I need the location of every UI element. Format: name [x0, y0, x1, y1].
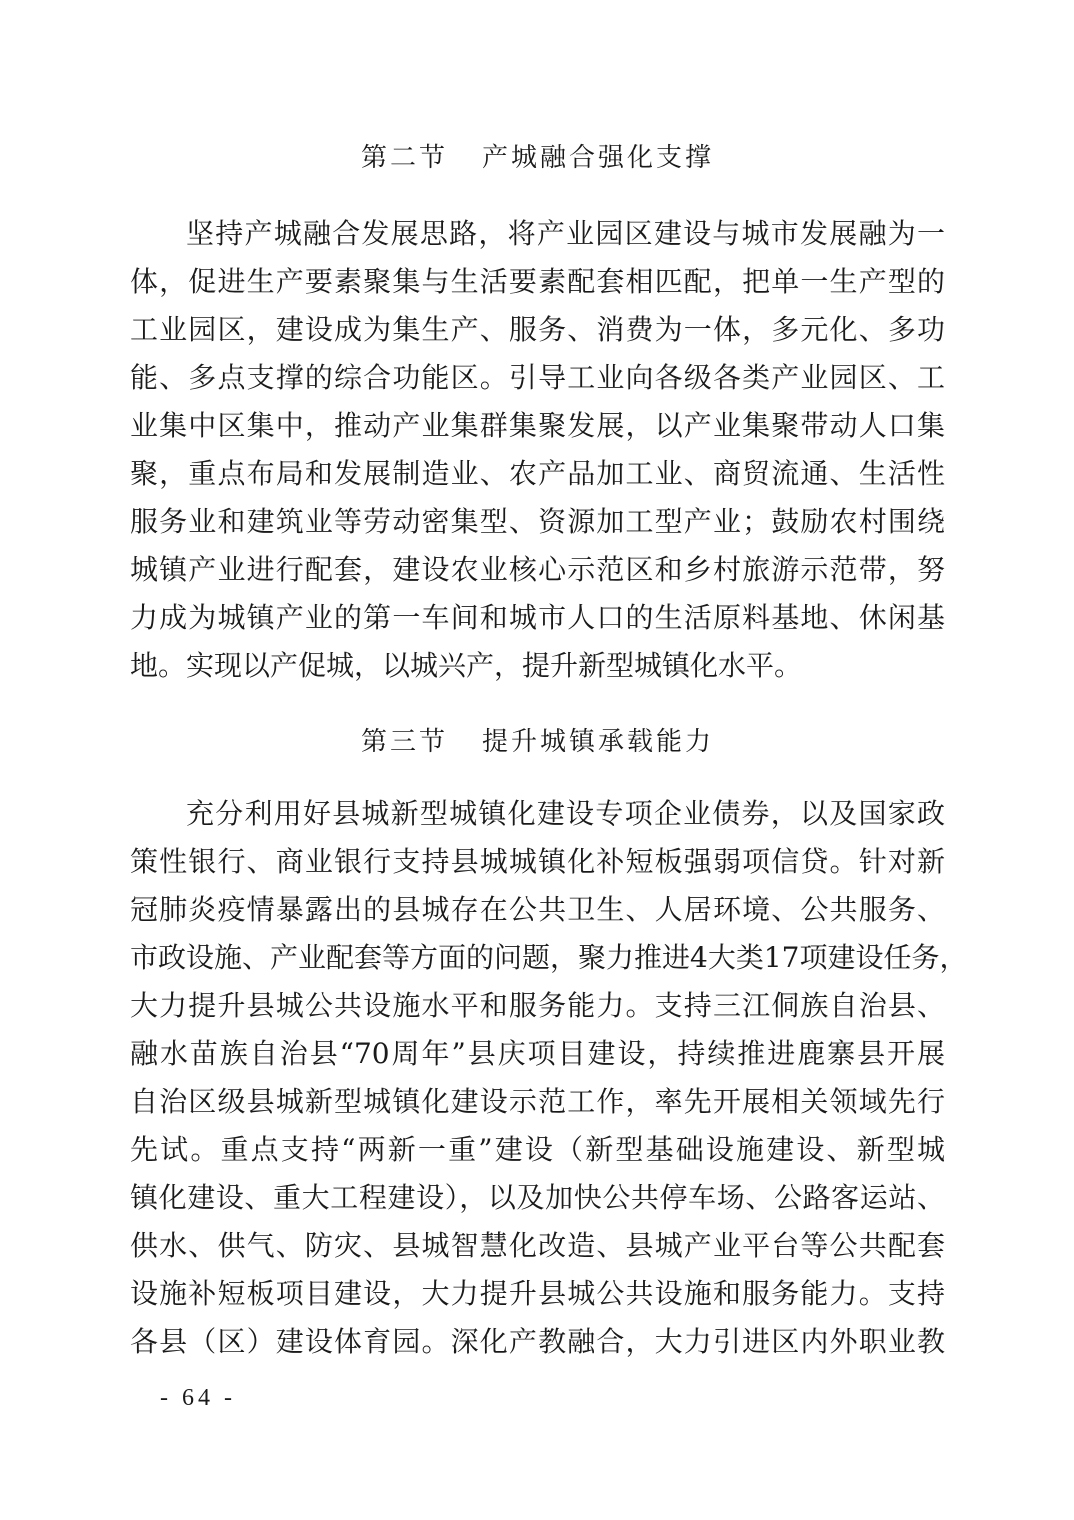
paragraph-line: 大力提升县城公共设施水平和服务能力。支持三江侗族自治县、	[130, 989, 945, 1022]
paragraph-line: 冠肺炎疫情暴露出的县城存在公共卫生、人居环境、公共服务、	[130, 893, 945, 926]
paragraph-line: 融水苗族自治县“70周年”县庆项目建设，持续推进鹿寨县开展	[130, 1037, 945, 1070]
page-number: - 64 -	[160, 1385, 236, 1411]
paragraph-line: 地。实现以产促城，以城兴产，提升新型城镇化水平。	[130, 649, 803, 682]
section-title: 提升城镇承载能力	[482, 727, 715, 757]
paragraph-section-3	[130, 790, 968, 1366]
section-number: 第二节	[360, 143, 448, 173]
paragraph-section-2	[130, 210, 945, 690]
section-title: 产城融合强化支撑	[482, 143, 715, 173]
paragraph-line: 各县（区）建设体育园。深化产教融合，大力引进区内外职业教	[130, 1325, 945, 1358]
paragraph-line: 力成为城镇产业的第一车间和城市人口的生活原料基地、休闲基	[130, 601, 945, 634]
paragraph-line: 工业园区，建设成为集生产、服务、消费为一体，多元化、多功	[130, 313, 945, 346]
paragraph-line: 城镇产业进行配套，建设农业核心示范区和乡村旅游示范带，努	[130, 553, 945, 586]
section-number: 第三节	[360, 727, 448, 757]
paragraph-line: 先试。重点支持“两新一重”建设（新型基础设施建设、新型城	[130, 1133, 945, 1166]
paragraph-line: 能、多点支撑的综合功能区。引导工业向各级各类产业园区、工	[130, 361, 945, 394]
paragraph-line: 自治区级县城新型城镇化建设示范工作，率先开展相关领域先行	[130, 1085, 945, 1118]
section-heading-2	[130, 138, 945, 178]
paragraph-line: 坚持产城融合发展思路，将产业园区建设与城市发展融为一	[186, 217, 945, 250]
paragraph-line: 服务业和建筑业等劳动密集型、资源加工型产业；鼓励农村围绕	[130, 505, 945, 538]
paragraph-line: 充分利用好县城新型城镇化建设专项企业债券，以及国家政	[186, 797, 945, 830]
paragraph-line: 体，促进生产要素聚集与生活要素配套相匹配，把单一生产型的	[130, 265, 945, 298]
paragraph-line: 聚，重点布局和发展制造业、农产品加工业、商贸流通、生活性	[130, 457, 945, 490]
paragraph-line: 供水、供气、防灾、县城智慧化改造、县城产业平台等公共配套	[130, 1229, 945, 1262]
paragraph-line: 设施补短板项目建设，大力提升县城公共设施和服务能力。支持	[130, 1277, 945, 1310]
paragraph-line: 策性银行、商业银行支持县城城镇化补短板强弱项信贷。针对新	[130, 845, 945, 878]
paragraph-line: 市政设施、产业配套等方面的问题，聚力推进4大类17项建设任务，	[130, 941, 968, 974]
section-heading-3	[130, 722, 945, 762]
paragraph-line: 业集中区集中，推动产业集群集聚发展，以产业集聚带动人口集	[130, 409, 945, 442]
paragraph-line: 镇化建设、重大工程建设），以及加快公共停车场、公路客运站、	[130, 1181, 945, 1214]
